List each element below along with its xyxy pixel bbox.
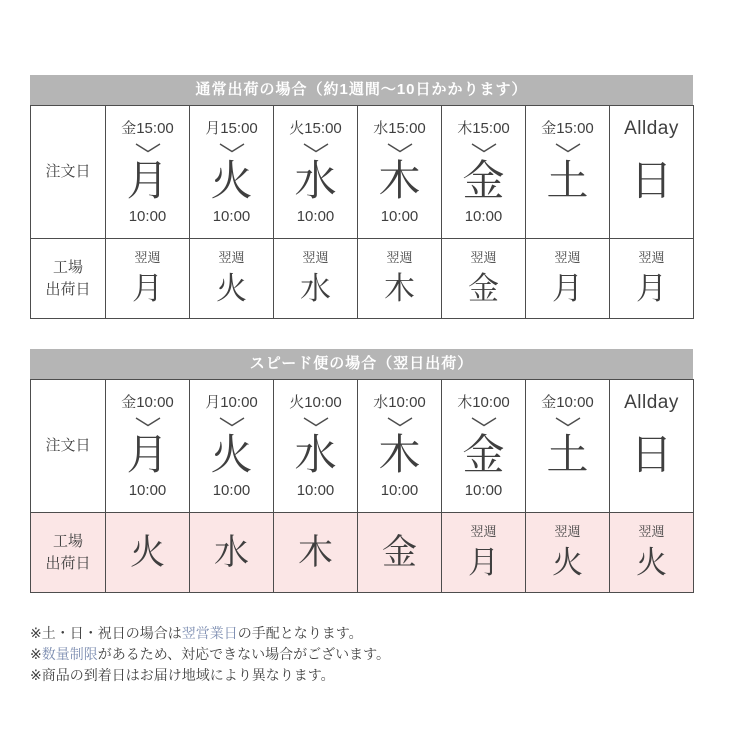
- order-day-kanji: 木: [378, 157, 421, 204]
- note-text: ※: [30, 646, 42, 662]
- ship-day-cell: [610, 513, 694, 593]
- order-time-text: 10:00: [380, 482, 419, 499]
- next-week-text: 翌週: [218, 249, 245, 265]
- order-deadline-text: 水15:00: [373, 120, 426, 137]
- order-time-text: 10:00: [296, 208, 335, 225]
- note-highlight-text: 翌営業日: [181, 625, 238, 641]
- ship-day-kanji: 水: [300, 270, 331, 306]
- next-week-text: 翌週: [638, 249, 665, 265]
- normal-shipping-table: [30, 105, 694, 319]
- factory-ship-row: [31, 239, 694, 319]
- next-week-text: 翌週: [134, 249, 161, 265]
- order-day-cell: [610, 380, 694, 513]
- order-day-cell: [442, 106, 526, 239]
- order-day-cell: [358, 106, 442, 239]
- order-day-cell: [526, 106, 610, 239]
- chevron-down-icon: [555, 143, 581, 153]
- ship-day-kanji: 火: [552, 544, 583, 580]
- chevron-down-icon: [135, 143, 161, 153]
- chevron-down-icon: [555, 417, 581, 427]
- next-week-text: 翌週: [386, 249, 413, 265]
- speed-shipping-title: スピード便の場合（翌日出荷）: [30, 349, 693, 379]
- order-day-kanji: 火: [210, 157, 253, 204]
- chevron-down-icon: [387, 143, 413, 153]
- chevron-down-icon: [303, 143, 329, 153]
- order-time-text: 10:00: [380, 208, 419, 225]
- order-day-kanji: 水: [294, 431, 337, 478]
- ship-day-cell: [190, 239, 274, 319]
- order-date-label: 注文日: [31, 380, 106, 513]
- order-day-cell: [274, 106, 358, 239]
- ship-day-kanji: 金: [468, 270, 499, 306]
- order-day-kanji: 金: [462, 431, 505, 478]
- order-date-row: [31, 106, 694, 239]
- order-time-text: 10:00: [464, 208, 503, 225]
- order-day-kanji: 水: [294, 157, 337, 204]
- order-day-cell: [526, 380, 610, 513]
- chevron-down-icon: [471, 417, 497, 427]
- ship-day-kanji: 木: [384, 270, 415, 306]
- order-day-kanji: 金: [462, 157, 505, 204]
- order-day-kanji: 日: [630, 431, 673, 478]
- order-deadline-text: 木15:00: [457, 120, 510, 137]
- factory-ship-label: 工場 出荷日: [31, 239, 106, 319]
- ship-day-kanji: 月: [132, 270, 163, 306]
- ship-day-kanji: 月: [468, 544, 499, 580]
- chevron-down-icon: [219, 143, 245, 153]
- ship-day-kanji: 木: [297, 532, 333, 572]
- next-week-text: 翌週: [302, 249, 329, 265]
- order-time-text: 10:00: [464, 482, 503, 499]
- note-text: ※土・日・祝日の場合は: [30, 625, 182, 641]
- chevron-spacer: [610, 141, 693, 155]
- ship-day-cell: [190, 513, 274, 593]
- next-week-text: 翌週: [638, 523, 665, 539]
- order-date-row: [31, 380, 694, 513]
- order-deadline-text: 火15:00: [289, 120, 342, 137]
- ship-day-cell: [526, 239, 610, 319]
- order-time-text: 10:00: [128, 208, 167, 225]
- ship-day-cell: [610, 239, 694, 319]
- order-day-kanji: 月: [126, 431, 169, 478]
- chevron-down-icon: [303, 417, 329, 427]
- order-time-text: 10:00: [296, 482, 335, 499]
- ship-day-cell: [442, 239, 526, 319]
- next-week-text: 翌週: [470, 249, 497, 265]
- order-deadline-text: 金15:00: [121, 120, 174, 137]
- ship-day-kanji: 火: [129, 532, 165, 572]
- next-week-text: 翌週: [470, 523, 497, 539]
- order-deadline-text: 金10:00: [541, 394, 594, 411]
- speed-shipping-section: [30, 349, 693, 593]
- order-deadline-text: 月10:00: [205, 394, 258, 411]
- order-time-text: 10:00: [212, 482, 251, 499]
- order-day-cell: [190, 106, 274, 239]
- note-text: の手配となります。: [237, 625, 363, 641]
- chevron-down-icon: [471, 143, 497, 153]
- order-time-text: 10:00: [128, 482, 167, 499]
- normal-shipping-section: [30, 75, 693, 319]
- order-day-kanji: 月: [126, 157, 169, 204]
- note-line: [30, 665, 693, 686]
- note-text: ※商品の到着日はお届け地域により異なります。: [30, 667, 335, 683]
- ship-day-kanji: 金: [381, 532, 417, 572]
- order-time-text: 10:00: [212, 208, 251, 225]
- order-day-kanji: 火: [210, 431, 253, 478]
- order-day-cell: [442, 380, 526, 513]
- next-week-text: 翌週: [554, 523, 581, 539]
- speed-shipping-table: [30, 379, 694, 593]
- normal-shipping-title: 通常出荷の場合（約1週間〜10日かかります）: [30, 75, 693, 105]
- ship-day-kanji: 火: [216, 270, 247, 306]
- order-deadline-text: Allday: [624, 392, 679, 413]
- ship-day-cell: [358, 513, 442, 593]
- ship-day-kanji: 月: [552, 270, 583, 306]
- order-deadline-text: 金10:00: [121, 394, 174, 411]
- note-line: [30, 623, 693, 644]
- note-line: [30, 644, 693, 665]
- order-time-text: [610, 481, 693, 501]
- note-text: があるため、対応できない場合がございます。: [97, 646, 391, 662]
- order-day-cell: [610, 106, 694, 239]
- order-day-kanji: 土: [546, 157, 589, 204]
- ship-day-cell: [526, 513, 610, 593]
- ship-day-kanji: 月: [636, 270, 667, 306]
- ship-day-kanji: 水: [213, 532, 249, 572]
- order-deadline-text: 木10:00: [457, 394, 510, 411]
- order-time-text: [526, 207, 609, 227]
- order-day-cell: [358, 380, 442, 513]
- factory-ship-label: 工場 出荷日: [31, 513, 106, 593]
- order-deadline-text: 金15:00: [541, 120, 594, 137]
- order-day-cell: [274, 380, 358, 513]
- order-day-cell: [106, 380, 190, 513]
- order-time-text: [610, 207, 693, 227]
- note-highlight-text: 数量制限: [41, 646, 98, 662]
- order-day-kanji: 日: [630, 157, 673, 204]
- ship-day-cell: [442, 513, 526, 593]
- chevron-down-icon: [135, 417, 161, 427]
- shipping-schedule-page: [30, 75, 693, 686]
- order-deadline-text: 月15:00: [205, 120, 258, 137]
- notes: [30, 623, 693, 686]
- ship-day-cell: [358, 239, 442, 319]
- order-day-cell: [190, 380, 274, 513]
- order-date-label: 注文日: [31, 106, 106, 239]
- order-deadline-text: 水10:00: [373, 394, 426, 411]
- ship-day-cell: [106, 513, 190, 593]
- chevron-down-icon: [387, 417, 413, 427]
- next-week-text: 翌週: [554, 249, 581, 265]
- order-day-cell: [106, 106, 190, 239]
- ship-day-cell: [106, 239, 190, 319]
- order-day-kanji: 土: [546, 431, 589, 478]
- order-deadline-text: 火10:00: [289, 394, 342, 411]
- order-day-kanji: 木: [378, 431, 421, 478]
- ship-day-cell: [274, 513, 358, 593]
- ship-day-kanji: 火: [636, 544, 667, 580]
- ship-day-cell: [274, 239, 358, 319]
- factory-ship-row: [31, 513, 694, 593]
- order-time-text: [526, 481, 609, 501]
- chevron-spacer: [610, 415, 693, 429]
- order-deadline-text: Allday: [624, 118, 679, 139]
- chevron-down-icon: [219, 417, 245, 427]
